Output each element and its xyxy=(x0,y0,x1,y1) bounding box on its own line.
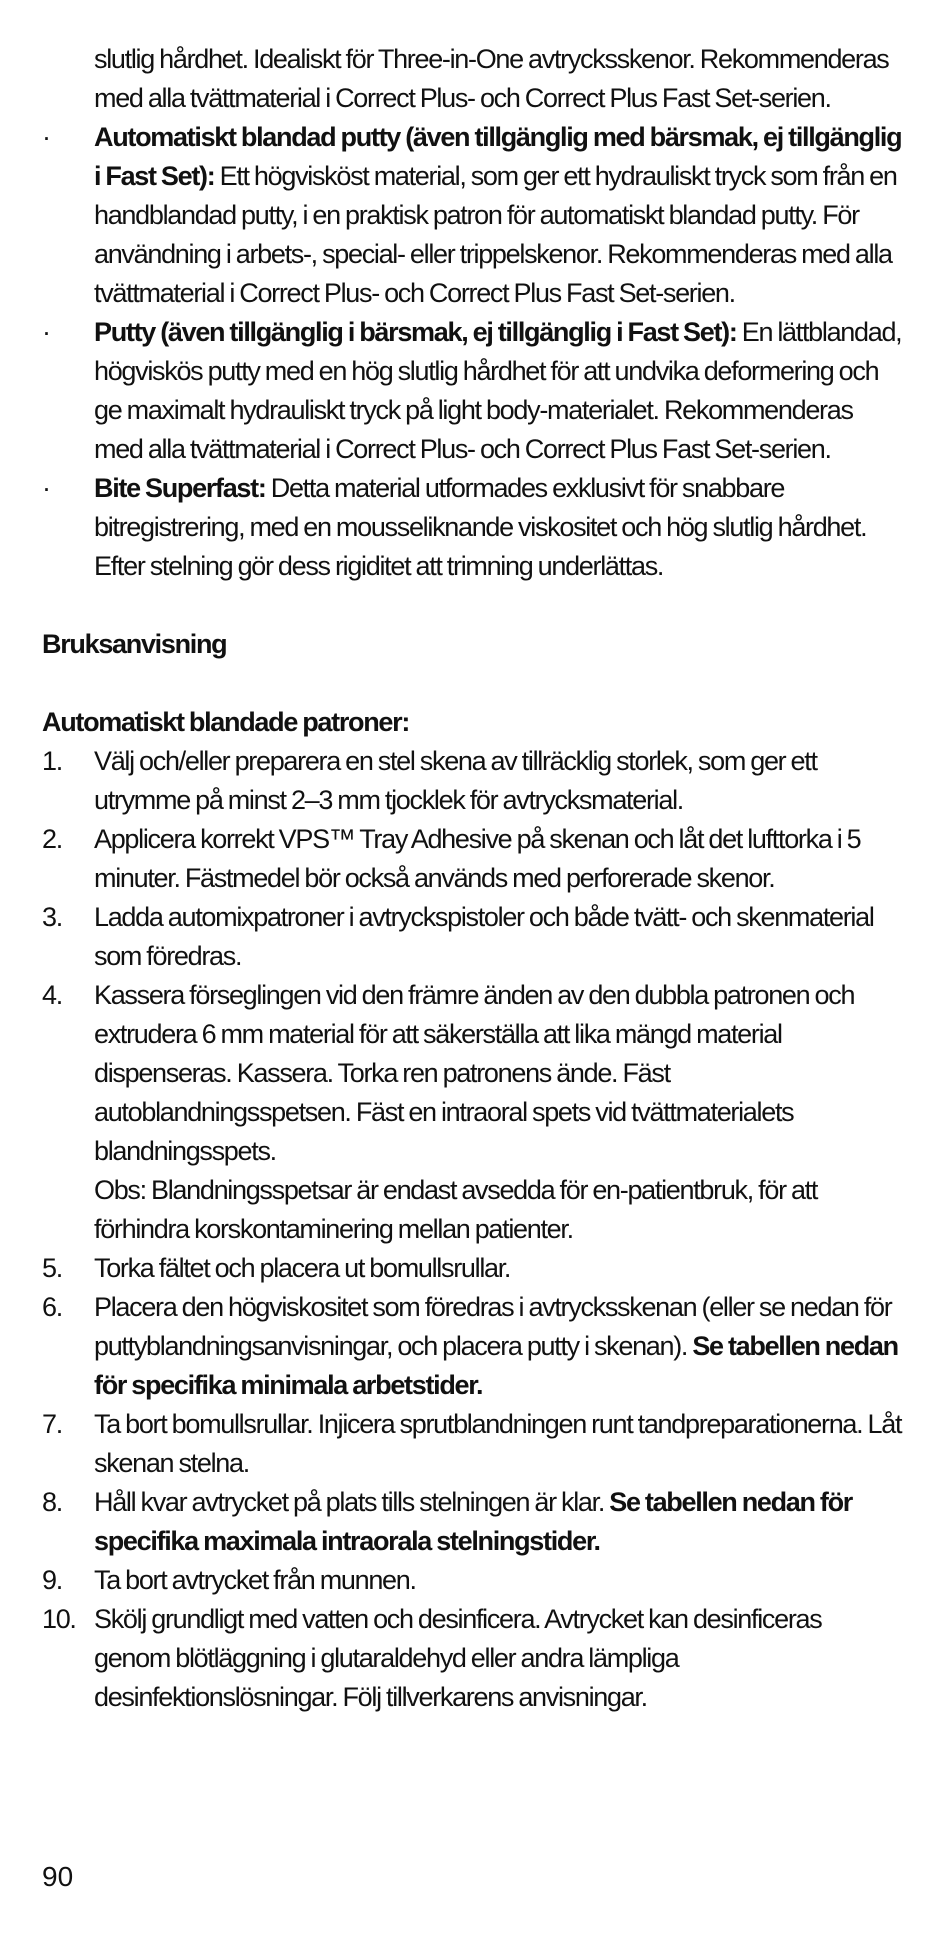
step-item xyxy=(42,820,902,898)
step-item xyxy=(42,898,902,976)
step-text: Torka fältet och placera ut bomullsrullar. xyxy=(94,1253,511,1283)
bullet-description: En lättblandad, högviskös putty med en hög slutlig hårdhet för att undvika deformering och ge maximalt hydrauliskt tryck på light body-materialet. Rekommenderas med alla tvättmaterial i Correct Plus- och Correct Plus Fast Set-serien. xyxy=(94,317,902,464)
step-item xyxy=(42,1483,902,1561)
step-number: 5. xyxy=(42,1253,62,1283)
step-item xyxy=(42,1405,902,1483)
step-number: 1. xyxy=(42,746,62,776)
document-page xyxy=(42,40,902,1717)
bullet-term: Bite Superfast: xyxy=(94,473,266,503)
section-spacer xyxy=(42,586,902,625)
step-item xyxy=(42,1600,902,1717)
bullet-marker: · xyxy=(42,122,50,152)
step-text: Ta bort avtrycket från munnen. xyxy=(94,1565,416,1595)
bullet-marker: · xyxy=(42,317,50,347)
step-emphasis: Se tabellen nedan för specifika minimala arbetstider. xyxy=(94,1331,898,1400)
section-spacer xyxy=(42,664,902,703)
bullet-item xyxy=(42,469,902,586)
step-number: 4. xyxy=(42,980,62,1010)
bullet-marker: · xyxy=(42,473,50,503)
bullet-description: Ett högvisköst material, som ger ett hydrauliskt tryck som från en handblandad putty, i en praktisk patron för automatiskt blandad putty. För användning i arbets-, special- eller trippelskenor. Rekommenderas med alla tvättmaterial i Correct Plus- och Correct Plus Fast Set-serien. xyxy=(94,161,897,308)
step-number: 8. xyxy=(42,1487,62,1517)
step-item xyxy=(42,976,902,1249)
step-number: 9. xyxy=(42,1565,62,1595)
step-item xyxy=(42,1288,902,1405)
step-text: Applicera korrekt VPS™ Tray Adhesive på skenan och låt det lufttorka i 5 minuter. Fästmedel bör också används med perforerade skenor. xyxy=(94,824,861,893)
step-note: Obs: Blandningsspetsar är endast avsedda för en-patientbruk, för att förhindra korskontaminering mellan patienter. xyxy=(94,1175,818,1244)
step-text: Placera den högviskositet som föredras i avtrycksskenan (eller se nedan för puttyblandningsanvisningar, och placera putty i skenan). xyxy=(94,1292,892,1361)
step-text: Ta bort bomullsrullar. Injicera sprutblandningen runt tandpreparationerna. Låt skenan stelna. xyxy=(94,1409,902,1478)
step-item xyxy=(42,742,902,820)
step-text: Ladda automixpatroner i avtryckspistoler och både tvätt- och skenmaterial som föredras. xyxy=(94,902,874,971)
intro-continuation: slutlig hårdhet. Idealiskt för Three-in-One avtrycksskenor. Rekommenderas med alla tvättmaterial i Correct Plus- och Correct Plus Fast Set-serien. xyxy=(94,44,889,113)
bullet-description: Detta material utformades exklusivt för snabbare bitregistrering, med en mousseliknande viskositet och hög slutlig hårdhet. Efter stelning gör dess rigiditet att trimning underlättas. xyxy=(94,473,867,581)
subsection-heading: Automatiskt blandade patroner: xyxy=(42,707,410,737)
bullet-item xyxy=(42,118,902,313)
step-text: Skölj grundligt med vatten och desinficera. Avtrycket kan desinficeras genom blötläggning i glutaraldehyd eller andra lämpliga desinfektionslösningar. Följ tillverkarens anvisningar. xyxy=(94,1604,822,1712)
step-number: 6. xyxy=(42,1292,62,1322)
bullet-term: Automatiskt blandad putty (även tillgänglig med bärsmak, ej tillgänglig i Fast Set): xyxy=(94,122,902,191)
page-number: 90 xyxy=(42,1861,74,1892)
step-number: 10. xyxy=(42,1604,76,1634)
step-emphasis: Se tabellen nedan för specifika maximala intraorala stelningstider. xyxy=(94,1487,853,1556)
step-number: 2. xyxy=(42,824,62,854)
step-item xyxy=(42,1561,902,1600)
step-text: Håll kvar avtrycket på plats tills stelningen är klar. xyxy=(94,1487,610,1517)
step-number: 7. xyxy=(42,1409,62,1439)
section-heading: Bruksanvisning xyxy=(42,629,227,659)
step-number: 3. xyxy=(42,902,62,932)
step-item xyxy=(42,1249,902,1288)
bullet-term: Putty (även tillgänglig i bärsmak, ej tillgänglig i Fast Set): xyxy=(94,317,737,347)
bullet-item xyxy=(42,313,902,469)
step-text: Välj och/eller preparera en stel skena av tillräcklig storlek, som ger ett utrymme på minst 2–3 mm tjocklek för avtrycksmaterial. xyxy=(94,746,817,815)
step-text: Kassera förseglingen vid den främre änden av den dubbla patronen och extrudera 6 mm material för att säkerställa att lika mängd material dispenseras. Kassera. Torka ren patronens ände. Fäst autoblandningsspetsen. Fäst en intraoral spets vid tvättmaterialets blandningsspets. xyxy=(94,980,855,1166)
